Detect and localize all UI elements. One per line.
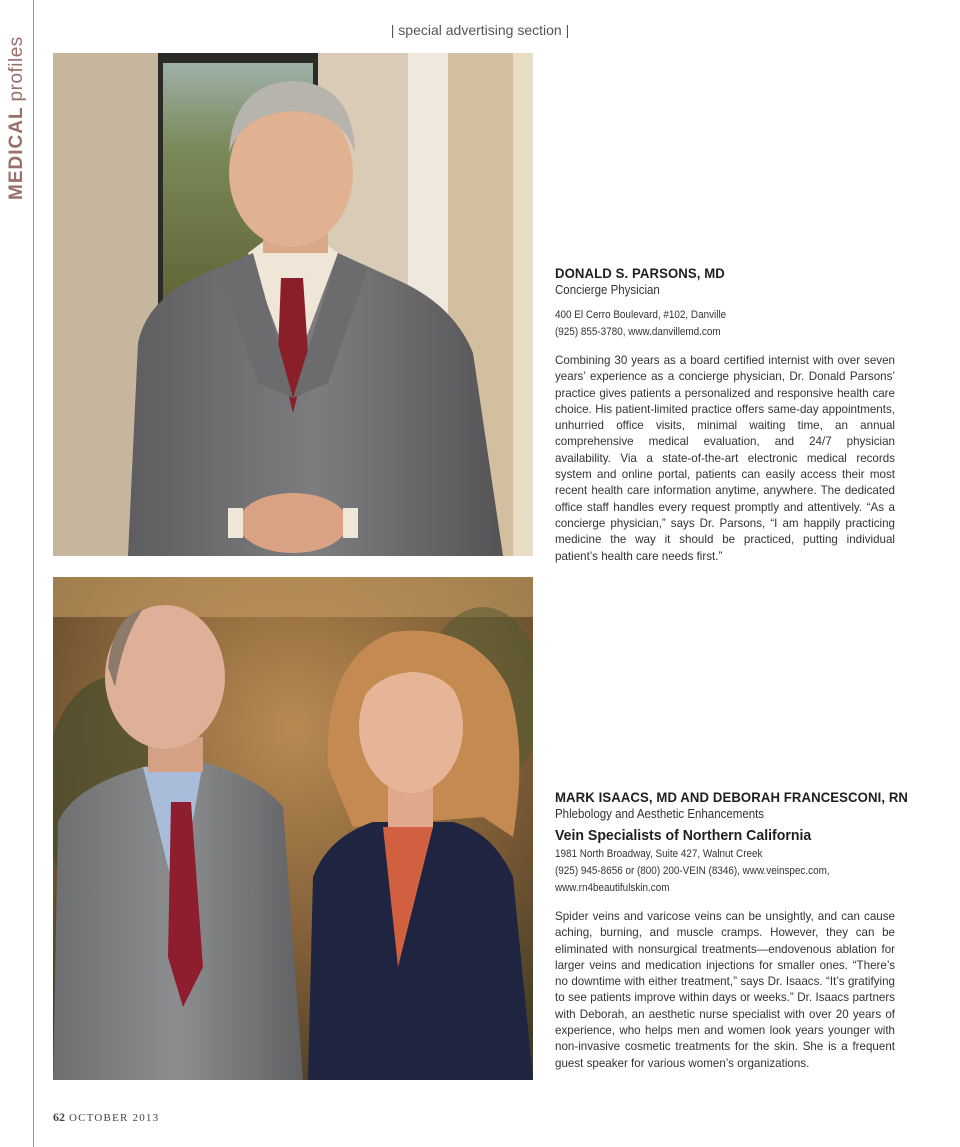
profile-name: DONALD S. PARSONS, MD bbox=[555, 265, 725, 281]
portrait-photo-isaacs-francesconi bbox=[53, 577, 533, 1080]
page-footer bbox=[53, 1110, 159, 1125]
profile-name: MARK ISAACS, MD AND DEBORAH FRANCESCONI, RN bbox=[555, 789, 909, 805]
profile-parsons bbox=[555, 265, 895, 565]
profile-role: Concierge Physician bbox=[555, 283, 660, 297]
profile-website: www.rn4beautifulskin.com bbox=[555, 882, 670, 894]
profile-role: Phlebology and Aesthetic Enhancements bbox=[555, 807, 765, 821]
profile-contact: (925) 945-8656 or (800) 200-VEIN (8346), www.veinspec.com, bbox=[555, 865, 830, 877]
page-header: | special advertising section | bbox=[390, 22, 570, 38]
profile-address: 400 El Cerro Boulevard, #102, Danville bbox=[555, 309, 727, 321]
page-number: 62 bbox=[53, 1110, 65, 1124]
profile-address: 1981 North Broadway, Suite 427, Walnut Creek bbox=[555, 848, 763, 860]
profile-practice-name: Vein Specialists of Northern California bbox=[555, 827, 812, 844]
section-label-secondary: profiles bbox=[6, 36, 27, 102]
section-label bbox=[6, 10, 36, 200]
profile-body: Spider veins and varicose veins can be unsightly, and can cause aching, burning, and muscle cramps. However, they can be eliminated with nonsurgical treatments—endovenous ablation for larger veins and medication injections for smaller ones. “There’s no downtime with either treatment,” says Dr. Isaacs. “It’s gratifying to see patients improve within days or weeks.” Dr. Isaacs partners with Deborah, an aesthetic nurse specialist with over 20 years of experience, who helps men and women look years younger with non-invasive cosmetic treatments for the skin. She is a frequent guest speaker for various women’s organizations. bbox=[555, 910, 895, 1070]
portrait-photo-parsons bbox=[53, 53, 533, 556]
profile-body: Combining 30 years as a board certified internist with over seven years’ experience as a concierge physician, Dr. Donald Parsons’ practice gives patients a personalized and responsive health care choice. His patient-limited practice offers same-day appointments, unhurried office visits, minimal waiting time, an annual comprehensive medical evaluation, and 24/7 physician availability. Via a state-of-the-art electronic medical records system and online portal, patients can easily access their most recent health care information anytime, anywhere. The dedicated office staff handles every request promptly and attentively. “As a concierge physician,” says Dr. Parsons, “I am happily practicing medicine the way it should be practiced, putting individual patient’s health care needs first.” bbox=[555, 354, 895, 563]
profile-contact: (925) 855-3780, www.danvillemd.com bbox=[555, 326, 721, 338]
profile-isaacs-francesconi bbox=[555, 789, 909, 1072]
issue-date: OCTOBER 2013 bbox=[69, 1112, 160, 1124]
section-label-primary: MEDICAL bbox=[6, 106, 27, 200]
